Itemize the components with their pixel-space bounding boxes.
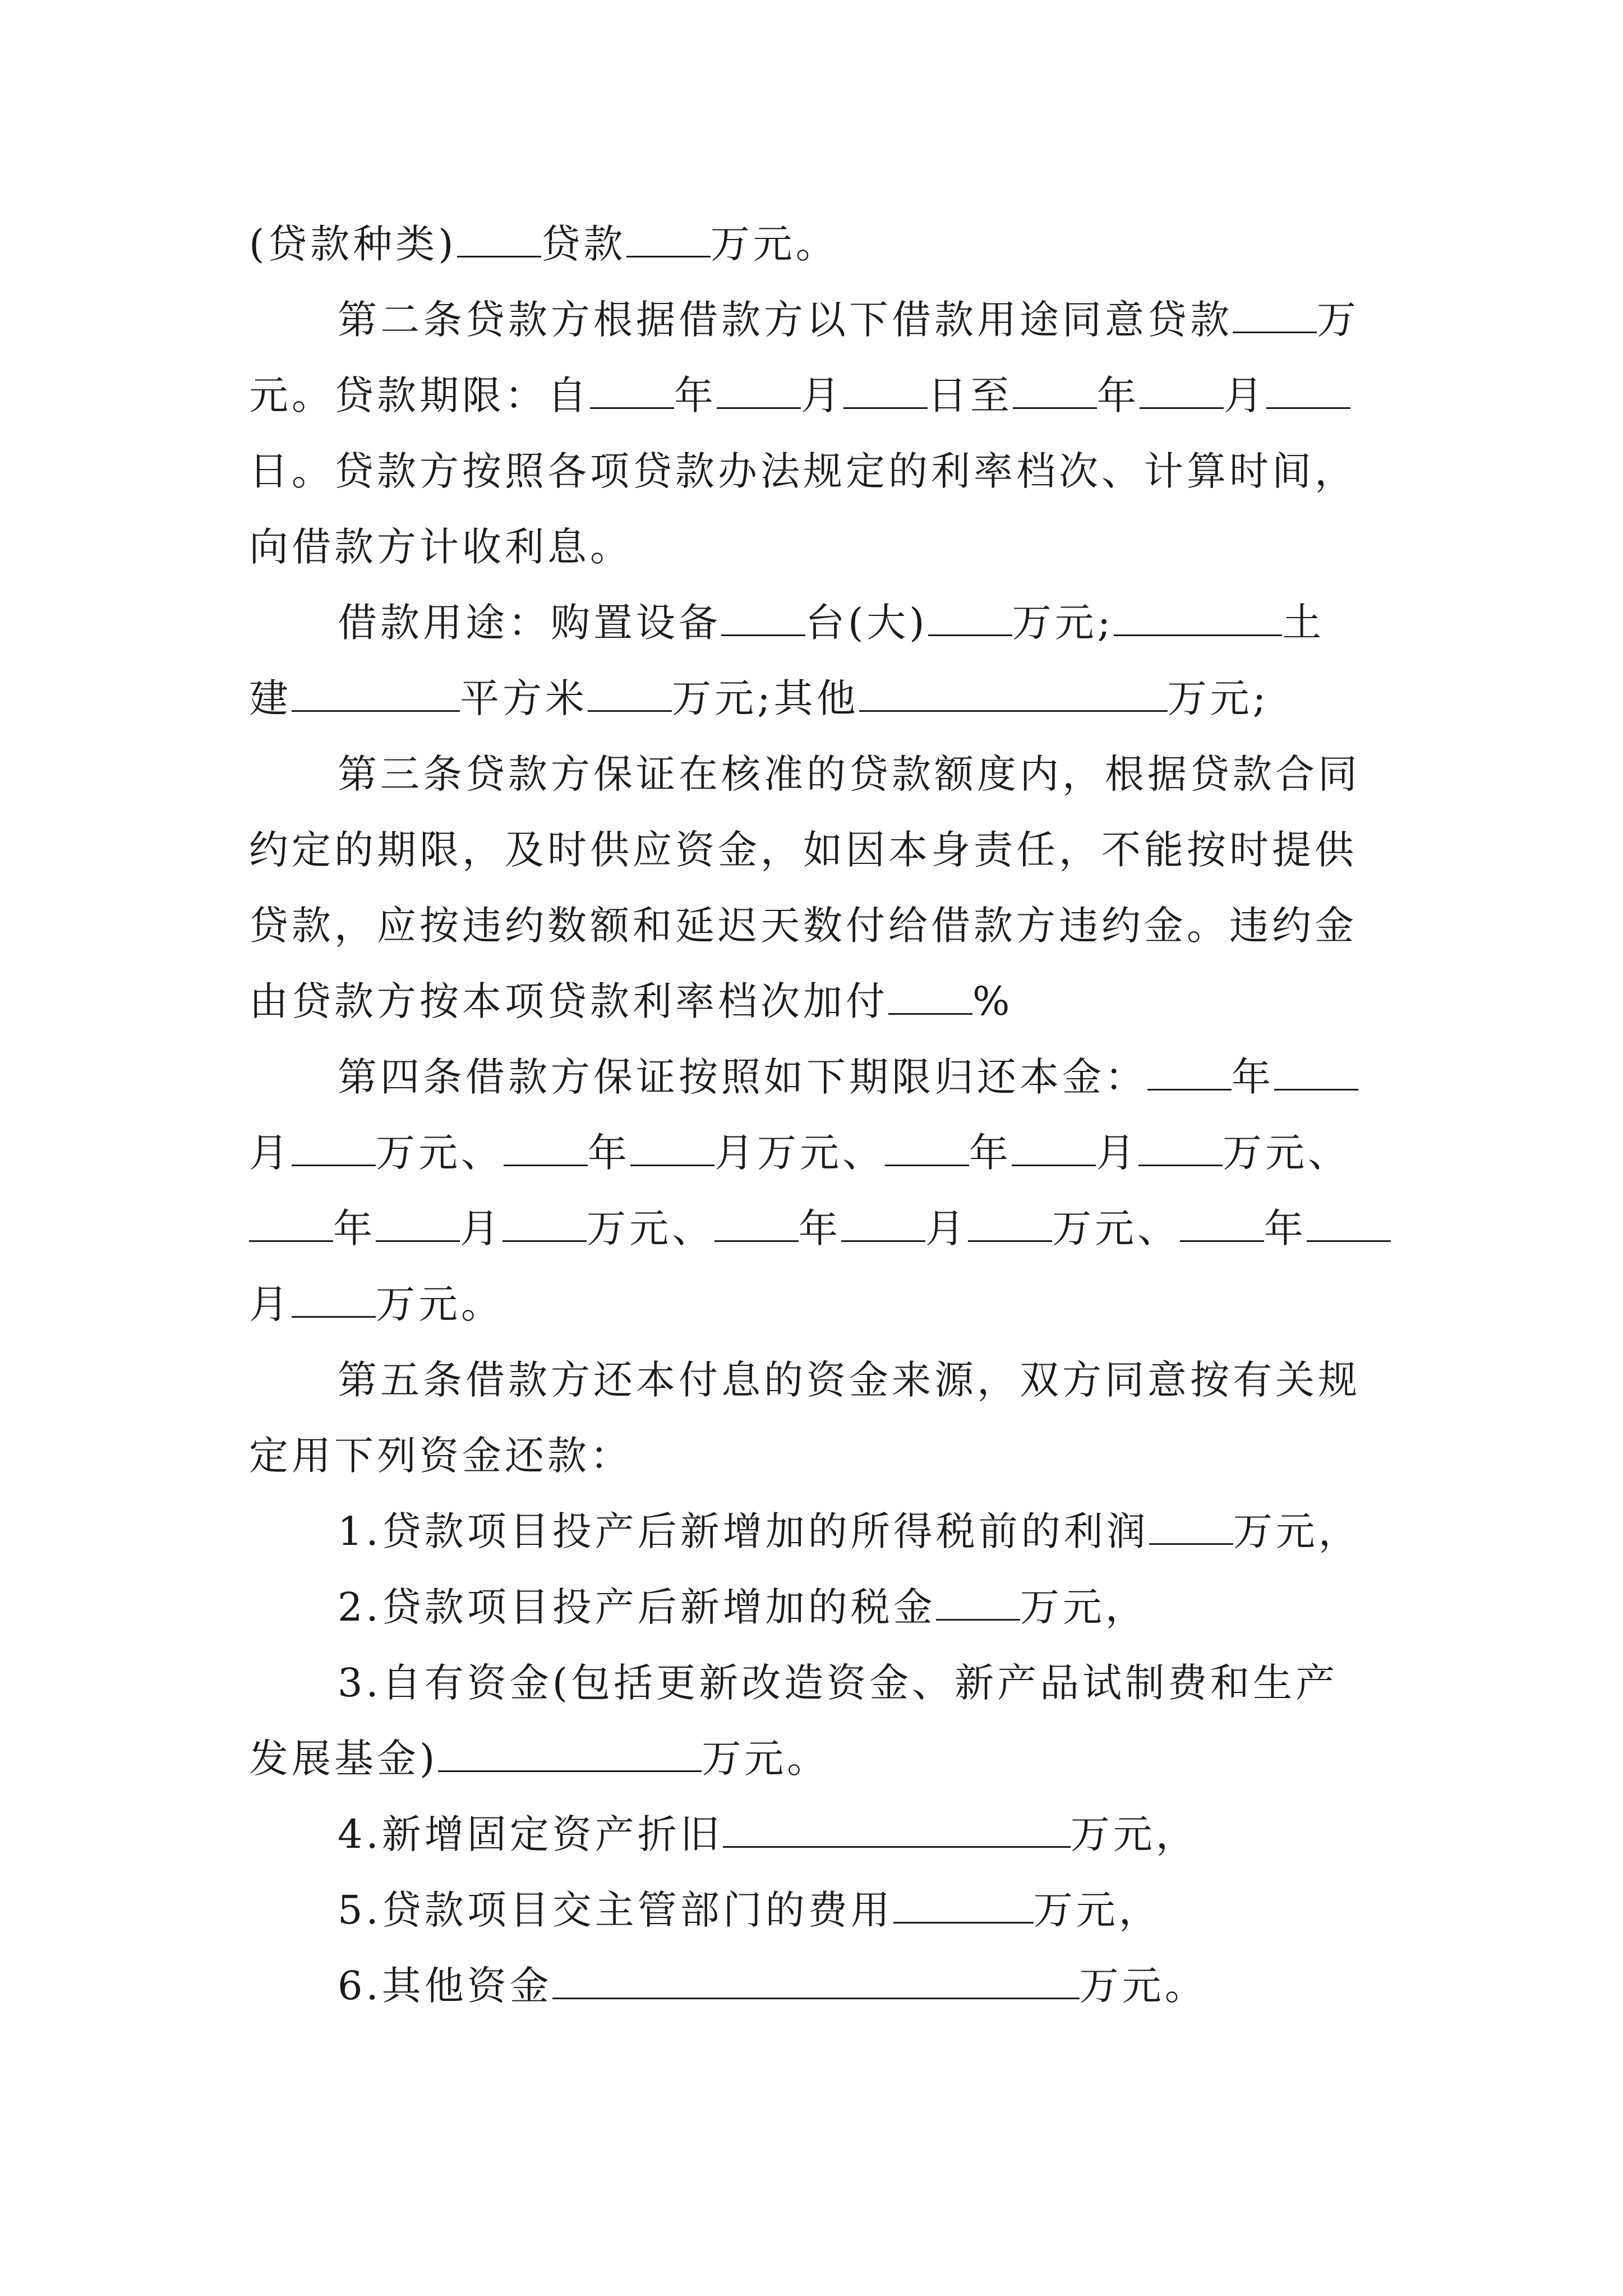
blank-field: [626, 211, 711, 257]
blank-field: [936, 1574, 1020, 1621]
text-line: [249, 1189, 1391, 1268]
text-segment: 向借款方计收利息。: [249, 524, 633, 570]
text-segment: 万元;其他: [672, 675, 859, 721]
text-segment: 万元、: [1052, 1205, 1180, 1251]
blank-field: [1140, 362, 1224, 409]
blank-field: [928, 590, 1012, 636]
blank-field: [723, 1801, 1071, 1848]
blank-field: [1307, 1195, 1391, 1242]
text-segment: 第五条借款方还本付息的资金来源，双方同意按有关规: [338, 1357, 1361, 1403]
text-segment: 2.贷款项目投产后新增加的税金: [338, 1584, 936, 1630]
text-segment: 5.贷款项目交主管部门的费用: [338, 1887, 893, 1933]
text-segment: 第二条贷款方根据借款方以下借款用途同意贷款: [338, 297, 1233, 343]
blank-field: [714, 1195, 799, 1242]
text-line: [338, 1038, 1358, 1116]
text-segment: 贷款，应按违约数额和延迟天数付给借款方违约金。违约金: [249, 903, 1357, 949]
text-line: [338, 1492, 1361, 1571]
text-line: [338, 583, 1325, 662]
text-line: [249, 886, 1357, 965]
text-line: [249, 962, 1013, 1041]
text-line: [249, 508, 633, 586]
blank-field: [588, 665, 672, 712]
text-segment: 万元、: [376, 1130, 504, 1176]
text-segment: 月: [925, 1205, 968, 1251]
text-segment: 月: [801, 372, 843, 418]
blank-field: [292, 1271, 376, 1318]
blank-field: [888, 968, 972, 1015]
blank-field: [1274, 1044, 1358, 1091]
blank-field: [457, 211, 541, 257]
text-segment: %: [972, 978, 1013, 1024]
text-segment: 建: [249, 675, 292, 721]
blank-field: [292, 1120, 376, 1166]
text-segment: 万元。: [710, 221, 838, 267]
text-segment: 4.新增固定资产折旧: [338, 1811, 723, 1857]
text-segment: 发展基金): [249, 1736, 439, 1782]
blank-field: [438, 1726, 702, 1772]
text-line: [338, 1644, 1338, 1722]
text-line: [338, 1947, 1207, 2025]
blank-field: [504, 1120, 588, 1166]
text-line: [338, 280, 1359, 359]
text-line: [338, 735, 1361, 813]
blank-field: [841, 1195, 925, 1242]
text-segment: 约定的期限，及时供应资金，如因本身责任，不能按时提供: [249, 827, 1357, 873]
text-segment: 年: [969, 1130, 1012, 1176]
blank-field: [1147, 1044, 1232, 1091]
blank-field: [1012, 1120, 1096, 1166]
text-line: [249, 1719, 829, 1798]
text-segment: 6.其他资金: [338, 1963, 552, 2009]
text-segment: 月: [249, 1281, 292, 1327]
blank-field: [590, 362, 674, 409]
text-segment: (贷款种类): [249, 221, 457, 267]
text-line: [249, 1416, 633, 1495]
text-segment: 贷款: [541, 221, 626, 267]
text-line: [249, 432, 1357, 510]
text-segment: 借款用途：购置设备: [338, 600, 721, 646]
text-segment: 月: [460, 1205, 502, 1251]
blank-field: [1180, 1195, 1264, 1242]
blank-field: [249, 1195, 333, 1242]
text-segment: 万元，: [1070, 1811, 1198, 1857]
text-line: [249, 356, 1350, 435]
blank-field: [1013, 362, 1097, 409]
text-segment: 年: [799, 1205, 841, 1251]
blank-field: [717, 362, 801, 409]
text-segment: 月: [249, 1130, 292, 1176]
text-segment: 万元，: [1233, 1508, 1361, 1554]
text-segment: 万元、: [587, 1205, 714, 1251]
text-line: [249, 1114, 1350, 1192]
blank-field: [552, 1953, 1080, 1999]
text-segment: 万元;: [1167, 675, 1270, 721]
text-segment: 年: [333, 1205, 376, 1251]
text-segment: 万元。: [1079, 1963, 1207, 2009]
blank-field: [1266, 362, 1350, 409]
text-segment: 土: [1282, 600, 1325, 646]
text-segment: 定用下列资金还款：: [249, 1433, 633, 1479]
text-segment: 3.自有资金(包括更新改造资金、新产品试制费和生产: [338, 1660, 1339, 1706]
blank-field: [1138, 1120, 1223, 1166]
text-segment: 由贷款方按本项贷款利率档次加付: [249, 978, 888, 1024]
text-segment: 月: [1224, 372, 1266, 418]
blank-field: [893, 1877, 1034, 1924]
blank-field: [885, 1120, 969, 1166]
text-segment: 万元、: [1223, 1130, 1350, 1176]
text-segment: 万元，: [1020, 1584, 1148, 1630]
text-segment: 第三条贷款方保证在核准的贷款额度内，根据贷款合同: [338, 751, 1361, 797]
text-segment: 月万元、: [714, 1130, 885, 1176]
text-line: [338, 1568, 1148, 1646]
blank-field: [968, 1195, 1052, 1242]
text-line: [249, 205, 838, 283]
text-segment: 日至: [928, 372, 1013, 418]
text-segment: 万: [1317, 297, 1359, 343]
blank-field: [292, 665, 460, 712]
text-segment: 1.贷款项目投产后新增加的所得税前的利润: [338, 1508, 1149, 1554]
blank-field: [1149, 1498, 1233, 1545]
text-segment: 台(大): [805, 600, 928, 646]
text-segment: 万元。: [376, 1281, 504, 1327]
text-segment: 年: [588, 1130, 630, 1176]
text-segment: 年: [674, 372, 717, 418]
text-segment: 日。贷款方按照各项贷款办法规定的利率档次、计算时间，: [249, 448, 1357, 494]
text-segment: 元。贷款期限：自: [249, 372, 590, 418]
text-segment: 年: [1264, 1205, 1307, 1251]
text-segment: 月: [1096, 1130, 1138, 1176]
text-line: [249, 659, 1269, 738]
text-segment: 万元。: [702, 1736, 830, 1782]
text-line: [338, 1871, 1161, 1949]
text-line: [249, 1265, 504, 1343]
blank-field: [721, 590, 805, 636]
text-segment: 年: [1232, 1054, 1274, 1100]
text-line: [249, 811, 1357, 889]
blank-field: [1233, 287, 1317, 333]
text-line: [338, 1795, 1198, 1874]
text-line: [338, 1341, 1361, 1419]
blank-field: [502, 1195, 587, 1242]
blank-field: [630, 1120, 714, 1166]
blank-field: [843, 362, 928, 409]
text-segment: 万元;: [1012, 600, 1114, 646]
text-segment: 平方米: [460, 675, 588, 721]
text-segment: 第四条借款方保证按照如下期限归还本金：: [338, 1054, 1147, 1100]
text-segment: 万元，: [1033, 1887, 1161, 1933]
blank-field: [376, 1195, 460, 1242]
text-segment: 年: [1097, 372, 1140, 418]
blank-field: [1114, 590, 1282, 636]
blank-field: [859, 665, 1168, 712]
